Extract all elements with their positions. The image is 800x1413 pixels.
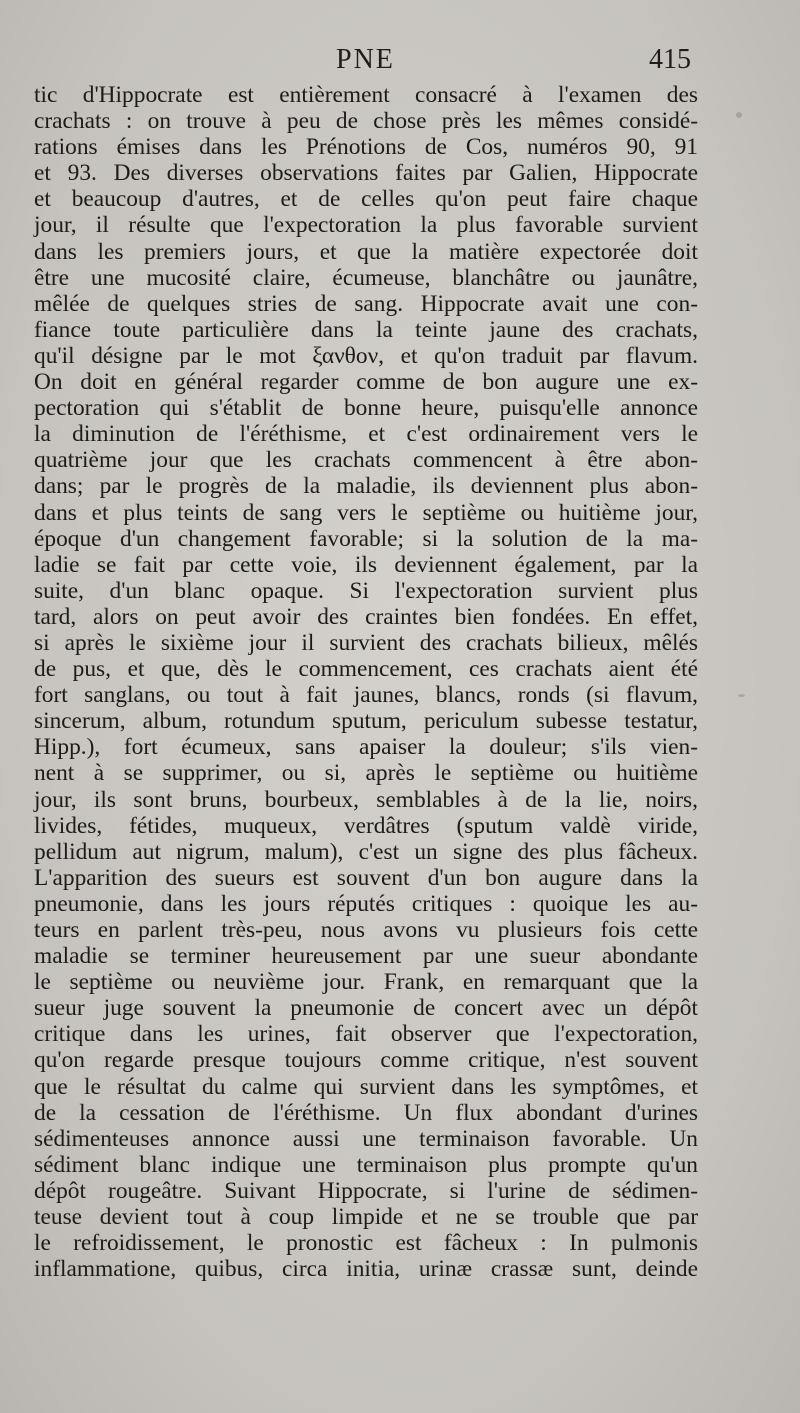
text-line: dans; par le progrès de la maladie, ils deviennent plus abon- <box>34 473 698 500</box>
text-line: pectoration qui s'établit de bonne heure, puisqu'elle annonce <box>34 395 698 422</box>
running-title: PNE <box>336 44 395 75</box>
text-line: Hipp.), fort écumeux, sans apaiser la douleur; s'ils vien- <box>34 734 698 761</box>
paper-spot <box>738 694 745 697</box>
text-line: livides, fétides, muqueux, verdâtres (sputum valdè viride, <box>34 812 698 839</box>
text-line: sédimenteuses annonce aussi une terminaison favorable. Un <box>34 1125 698 1152</box>
text-line: quatrième jour que les crachats commencent à être abon- <box>34 447 698 474</box>
text-line: fiance toute particulière dans la teinte jaune des crachats, <box>34 316 698 343</box>
text-line: si après le sixième jour il survient des crachats bilieux, mêlés <box>34 629 698 656</box>
text-line: époque d'un changement favorable; si la solution de la ma- <box>34 525 698 552</box>
page-number: 415 <box>649 44 691 75</box>
text-line: qu'on regarde presque toujours comme critique, n'est souvent <box>34 1047 698 1074</box>
text-line: jour, ils sont bruns, bourbeux, semblables à de la lie, noirs, <box>34 786 698 813</box>
text-line: maladie se terminer heureusement par une sueur abondante <box>34 943 698 970</box>
text-line: que le résultat du calme qui survient dans les symptômes, et <box>34 1073 698 1100</box>
paper-spot <box>736 112 742 118</box>
text-line: la diminution de l'éréthisme, et c'est ordinairement vers le <box>34 421 698 448</box>
text-line: sédiment blanc indique une terminaison plus prompte qu'un <box>34 1151 698 1178</box>
text-line: dépôt rougeâtre. Suivant Hippocrate, si l'urine de sédimen- <box>34 1177 698 1204</box>
text-line: fort sanglans, ou tout à fait jaunes, blancs, ronds (si flavum, <box>34 682 698 709</box>
text-line: rations émises dans les Prénotions de Cos, numéros 90, 91 <box>34 134 698 161</box>
body-text <box>34 82 698 1282</box>
text-line: L'apparition des sueurs est souvent d'un bon augure dans la <box>34 864 698 891</box>
text-line: être une mucosité claire, écumeuse, blanchâtre ou jaunâtre, <box>34 264 698 291</box>
text-line: pellidum aut nigrum, malum), c'est un signe des plus fâcheux. <box>34 838 698 865</box>
text-line: teuse devient tout à coup limpide et ne se trouble que par <box>34 1204 698 1231</box>
text-line: tic d'Hippocrate est entièrement consacré à l'examen des <box>34 82 698 108</box>
text-line: et beaucoup d'autres, et de celles qu'on peut faire chaque <box>34 186 698 213</box>
text-line: qu'il désigne par le mot ξανθον, et qu'on traduit par flavum. <box>34 342 698 369</box>
text-line: jour, il résulte que l'expectoration la plus favorable survient <box>34 212 698 239</box>
text-line: mêlée de quelques stries de sang. Hippocrate avait une con- <box>34 290 698 317</box>
page-header <box>0 44 800 84</box>
text-line: sincerum, album, rotundum sputum, periculum subesse testatur, <box>34 708 698 735</box>
text-line: sueur juge souvent la pneumonie de concert avec un dépôt <box>34 995 698 1022</box>
text-line: dans et plus teints de sang vers le septième ou huitième jour, <box>34 499 698 526</box>
text-line: de pus, et que, dès le commencement, ces crachats aient été <box>34 656 698 683</box>
text-line: le septième ou neuvième jour. Frank, en remarquant que la <box>34 969 698 996</box>
text-line: nent à se supprimer, ou si, après le septième ou huitième <box>34 760 698 787</box>
text-line: et 93. Des diverses observations faites par Galien, Hippocrate <box>34 160 698 187</box>
text-line: On doit en général regarder comme de bon augure une ex- <box>34 369 698 396</box>
text-line: teurs en parlent très-peu, nous avons vu plusieurs fois cette <box>34 917 698 943</box>
text-line: le refroidissement, le pronostic est fâcheux : In pulmonis <box>34 1230 698 1257</box>
text-line: tard, alors on peut avoir des craintes bien fondées. En effet, <box>34 603 698 630</box>
text-line: dans les premiers jours, et que la matière expectorée doit <box>34 238 698 265</box>
text-line: pneumonie, dans les jours réputés critiques : quoique les au- <box>34 890 698 917</box>
text-line: de la cessation de l'éréthisme. Un flux abondant d'urines <box>34 1099 698 1126</box>
text-line: critique dans les urines, fait observer que l'expectoration, <box>34 1021 698 1048</box>
text-line: crachats : on trouve à peu de chose près les mêmes considé- <box>34 108 698 135</box>
text-line: inflammatione, quibus, circa initia, urinæ crassæ sunt, deinde <box>34 1256 698 1283</box>
text-line: ladie se fait par cette voie, ils deviennent également, par la <box>34 551 698 578</box>
text-line: suite, d'un blanc opaque. Si l'expectoration survient plus <box>34 577 698 604</box>
